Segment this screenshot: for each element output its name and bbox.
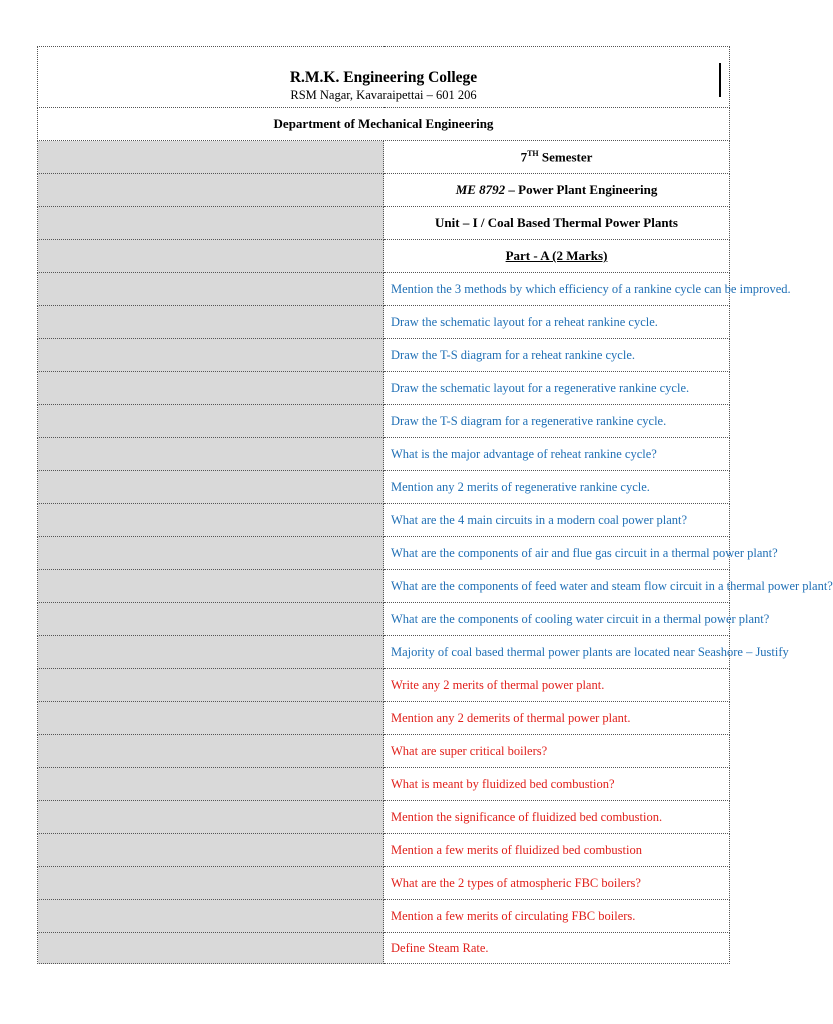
question-text: What are the components of cooling water circuit in a thermal power plant? <box>384 603 730 636</box>
department-name: Department of Mechanical Engineering <box>38 108 730 141</box>
question-row <box>38 471 730 504</box>
question-row <box>38 735 730 768</box>
number-cell <box>38 174 384 207</box>
unit-title: Unit – I / Coal Based Thermal Power Plants <box>384 207 730 240</box>
part-row <box>38 240 730 273</box>
part-heading: Part - A (2 Marks) <box>384 240 730 273</box>
question-row <box>38 900 730 933</box>
question-text: Mention any 2 demerits of thermal power plant. <box>384 702 730 735</box>
question-row <box>38 801 730 834</box>
number-cell <box>38 504 384 537</box>
question-text: What is the major advantage of reheat rankine cycle? <box>384 438 730 471</box>
number-cell <box>38 306 384 339</box>
question-row <box>38 504 730 537</box>
text-cursor <box>719 63 721 97</box>
college-address: RSM Nagar, Kavaraipettai – 601 206 <box>290 88 477 102</box>
question-row <box>38 405 730 438</box>
question-text: Mention any 2 merits of regenerative rankine cycle. <box>384 471 730 504</box>
question-text: Mention a few merits of circulating FBC boilers. <box>384 900 730 933</box>
number-cell <box>38 339 384 372</box>
question-text: What are the components of feed water and steam flow circuit in a thermal power plant? <box>384 570 730 603</box>
semester-row <box>38 141 730 174</box>
number-cell <box>38 669 384 702</box>
course-cell <box>384 174 730 207</box>
question-text: Draw the T-S diagram for a regenerative rankine cycle. <box>384 405 730 438</box>
number-cell <box>38 636 384 669</box>
number-cell <box>38 735 384 768</box>
semester-number: 7 <box>520 149 528 165</box>
question-row <box>38 834 730 867</box>
question-text: Mention a few merits of fluidized bed combustion <box>384 834 730 867</box>
question-row <box>38 570 730 603</box>
number-cell <box>38 537 384 570</box>
question-text: What are the 4 main circuits in a modern coal power plant? <box>384 504 730 537</box>
question-text: Mention the 3 methods by which efficiency of a rankine cycle can be improved. <box>384 273 730 306</box>
question-row <box>38 339 730 372</box>
question-row <box>38 669 730 702</box>
number-cell <box>38 768 384 801</box>
number-cell <box>38 405 384 438</box>
question-text: Draw the T-S diagram for a reheat rankine cycle. <box>384 339 730 372</box>
title-cell <box>38 47 730 108</box>
number-cell <box>38 372 384 405</box>
question-text: What are the components of air and flue gas circuit in a thermal power plant? <box>384 537 730 570</box>
course-row <box>38 174 730 207</box>
question-row <box>38 306 730 339</box>
question-text: Write any 2 merits of thermal power plant. <box>384 669 730 702</box>
number-cell <box>38 801 384 834</box>
number-cell <box>38 933 384 964</box>
number-cell <box>38 867 384 900</box>
question-text: Define Steam Rate. <box>384 933 730 964</box>
semester-cell <box>384 141 730 174</box>
college-name: R.M.K. Engineering College <box>289 69 478 86</box>
question-text: Draw the schematic layout for a regenerative rankine cycle. <box>384 372 730 405</box>
number-cell <box>38 141 384 174</box>
question-row <box>38 933 730 964</box>
semester-label: Semester <box>538 149 593 165</box>
number-cell <box>38 438 384 471</box>
question-row <box>38 702 730 735</box>
question-text: Draw the schematic layout for a reheat rankine cycle. <box>384 306 730 339</box>
number-cell <box>38 603 384 636</box>
question-row <box>38 372 730 405</box>
question-text: Mention the significance of fluidized bed combustion. <box>384 801 730 834</box>
semester-superscript: TH <box>527 148 539 158</box>
number-cell <box>38 570 384 603</box>
question-row <box>38 867 730 900</box>
question-row <box>38 636 730 669</box>
number-cell <box>38 900 384 933</box>
department-row <box>38 108 730 141</box>
question-text: What are super critical boilers? <box>384 735 730 768</box>
course-title: – Power Plant Engineering <box>505 182 658 197</box>
question-row <box>38 537 730 570</box>
number-cell <box>38 273 384 306</box>
course-code: ME 8792 <box>455 182 506 197</box>
number-cell <box>38 834 384 867</box>
question-row <box>38 603 730 636</box>
question-row <box>38 438 730 471</box>
number-cell <box>38 207 384 240</box>
document-sheet <box>37 46 833 964</box>
title-row <box>38 47 730 108</box>
question-row <box>38 768 730 801</box>
question-row <box>38 273 730 306</box>
number-cell <box>38 240 384 273</box>
question-table <box>37 46 833 964</box>
question-text: Majority of coal based thermal power plants are located near Seashore – Justify <box>384 636 730 669</box>
number-cell <box>38 471 384 504</box>
number-cell <box>38 702 384 735</box>
unit-row <box>38 207 730 240</box>
question-text: What are the 2 types of atmospheric FBC boilers? <box>384 867 730 900</box>
question-text: What is meant by fluidized bed combustion? <box>384 768 730 801</box>
